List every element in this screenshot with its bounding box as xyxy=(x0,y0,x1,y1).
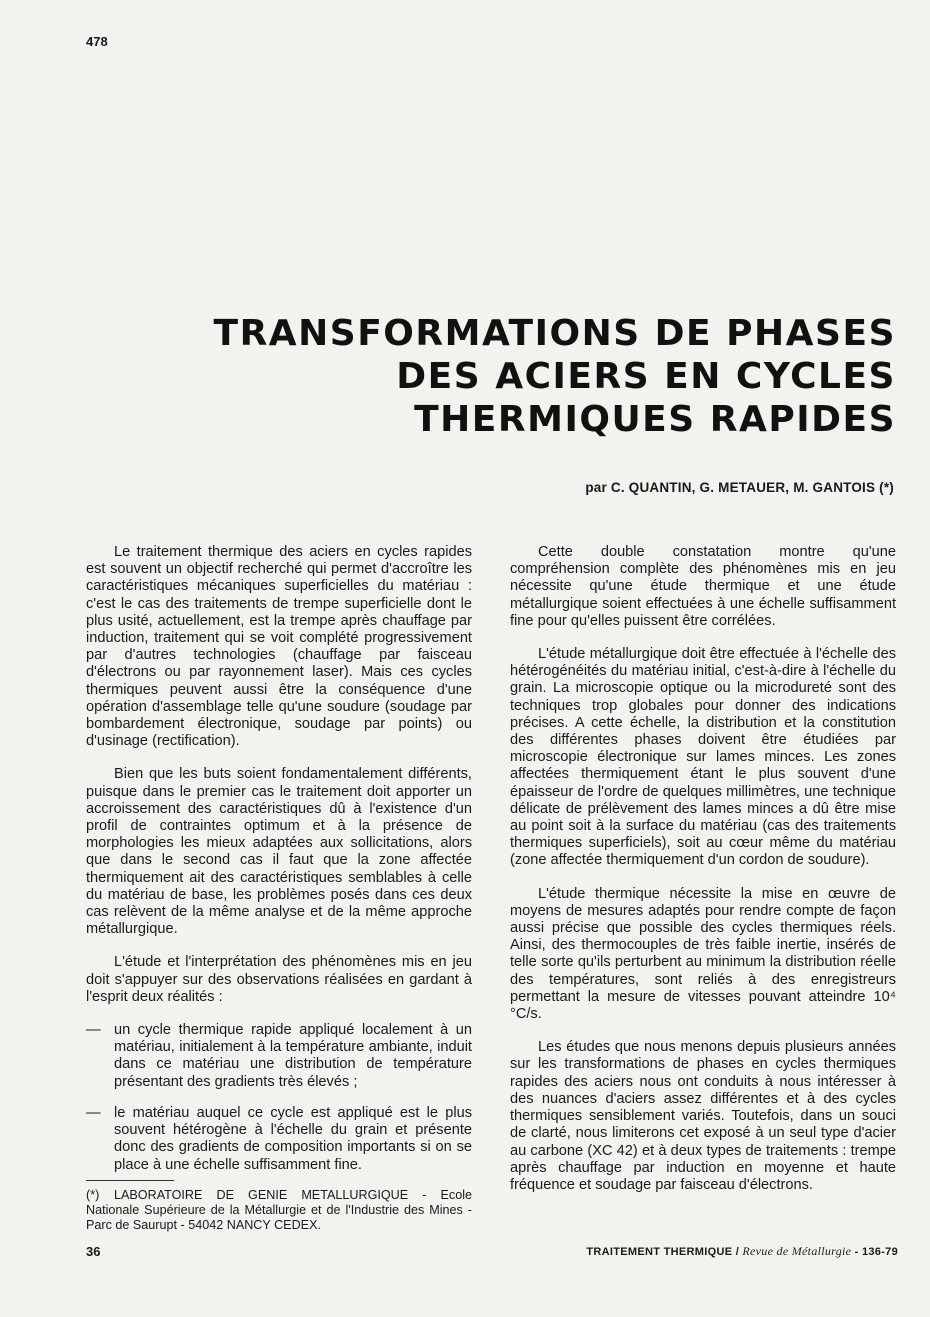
list-item-text: un cycle thermique rapide appliqué localement à un matériau, initialement à la température ambiante, induit dans ce matériau une distribution de température présentant des gradients très élevés ; xyxy=(114,1022,472,1090)
paragraph: Cette double constatation montre qu'une compréhension complète des phénomènes mis en jeu nécessite qu'une étude thermique et une étude métallurgique soient effectuées à une échelle suffisamment fine pour qu'elles puissent être corrélées. xyxy=(510,544,896,629)
footnote-rule xyxy=(86,1180,174,1181)
article-title xyxy=(180,312,896,441)
footnote-text: LABORATOIRE DE GENIE METALLURGIQUE - Ecole Nationale Supérieure de la Métallurgie et de l'Industrie des Mines - Parc de Saurupt - 54042 NANCY CEDEX. xyxy=(86,1188,472,1232)
paragraph: L'étude métallurgique doit être effectuée à l'échelle des hétérogénéités du matériau initial, c'est-à-dire à l'échelle du grain. La microscopie optique ou la microdureté sont des techniques trop globales pour donner des indications précises. A cette échelle, la distribution et la constitution des différentes phases doivent être étudiées par microscopie électronique sur lames minces. Les zones affectées thermiquement étant le plus souvent d'une épaisseur de l'ordre de quelques millimètres, une technique délicate de prélèvement des lames minces a dû être mise au point soit à la surface du matériau (cas des traitements thermiques superficiels), soit au cœur même du matériau (zone affectée thermiquement d'un cordon de soudure). xyxy=(510,646,896,869)
footnote-mark: (*) xyxy=(86,1188,100,1202)
list-item-text: le matériau auquel ce cycle est appliqué est le plus souvent hétérogène à l'échelle du grain et présente donc des gradients de composition importants si on se place à une échelle suffisamment fine. xyxy=(114,1104,472,1173)
dash-marker: — xyxy=(86,1104,101,1121)
title-line-1: TRANSFORMATIONS DE PHASES xyxy=(213,313,896,354)
list-item xyxy=(86,1022,472,1091)
journal-name: Revue de Métallurgie xyxy=(742,1244,852,1258)
paragraph: L'étude thermique nécessite la mise en œuvre de moyens de mesures adaptés pour rendre compte de façon aussi précise que possible des cycles thermiques réels. Ainsi, des thermocouples de très faible inertie, insérés de telle sorte qu'ils perturbent au minimum la distribution réelle des températures, sont reliés à des enregistreurs permettant la mesure de vitesses pouvant atteindre 10⁴ °C/s. xyxy=(510,885,896,1023)
right-column xyxy=(510,544,896,1210)
journal-footer xyxy=(586,1244,898,1259)
footnote xyxy=(86,1188,472,1233)
title-line-3: THERMIQUES RAPIDES xyxy=(414,399,896,440)
title-line-2: DES ACIERS EN CYCLES xyxy=(396,356,896,397)
bullet-list xyxy=(86,1022,472,1174)
authors-line: par C. QUANTIN, G. METAUER, M. GANTOIS (*) xyxy=(585,480,894,495)
journal-suffix: - 136-79 xyxy=(854,1246,898,1258)
list-item xyxy=(86,1105,472,1174)
page-number-top: 478 xyxy=(86,34,108,49)
journal-prefix: TRAITEMENT THERMIQUE / xyxy=(586,1246,740,1258)
page-number-bottom: 36 xyxy=(86,1244,101,1259)
left-column xyxy=(86,544,472,1190)
paragraph: Le traitement thermique des aciers en cycles rapides est souvent un objectif recherché qui permet d'accroître les caractéristiques mécaniques superficielles du matériau : c'est le cas des traitements de trempe superficielle dont le plus usité, actuellement, est la trempe après chauffage par induction, traitement qui se voit complété progressivement par d'autres technologies (chauffage par faisceau d'électrons ou par rayonnement laser). Mais ces cycles thermiques peuvent aussi être la conséquence d'une opération d'assemblage telle qu'une soudure (soudage par bombardement électronique, soudage par points) ou d'usinage (rectification). xyxy=(86,544,472,750)
dash-marker: — xyxy=(86,1022,101,1039)
paragraph: L'étude et l'interprétation des phénomènes mis en jeu doit s'appuyer sur des observations réalisées en gardant à l'esprit deux réalités : xyxy=(86,954,472,1005)
paragraph: Les études que nous menons depuis plusieurs années sur les transformations de phases en cycles thermiques rapides des aciers nous ont conduits à nous intéresser à des nuances d'aciers assez différentes et à des cycles thermiques sensiblement variés. Toutefois, dans un souci de clarté, nous limiterons cet exposé à un seul type d'acier au carbone (XC 42) et à deux types de traitements : trempe après chauffage par induction en moyenne et haute fréquence et soudage par faisceau d'électrons. xyxy=(510,1039,896,1193)
paragraph: Bien que les buts soient fondamentalement différents, puisque dans le premier cas le traitement doit apporter un accroissement des caractéristiques dû à l'existence d'un profil de contraintes optimum et à la présence de morphologies les mieux adaptées aux sollicitations, alors que dans le second cas il faut que la zone affectée thermiquement ait des caractéristiques semblables à celle du matériau de base, les problèmes posés dans ces deux cas relèvent de la même analyse et de la même approche métallurgique. xyxy=(86,766,472,938)
